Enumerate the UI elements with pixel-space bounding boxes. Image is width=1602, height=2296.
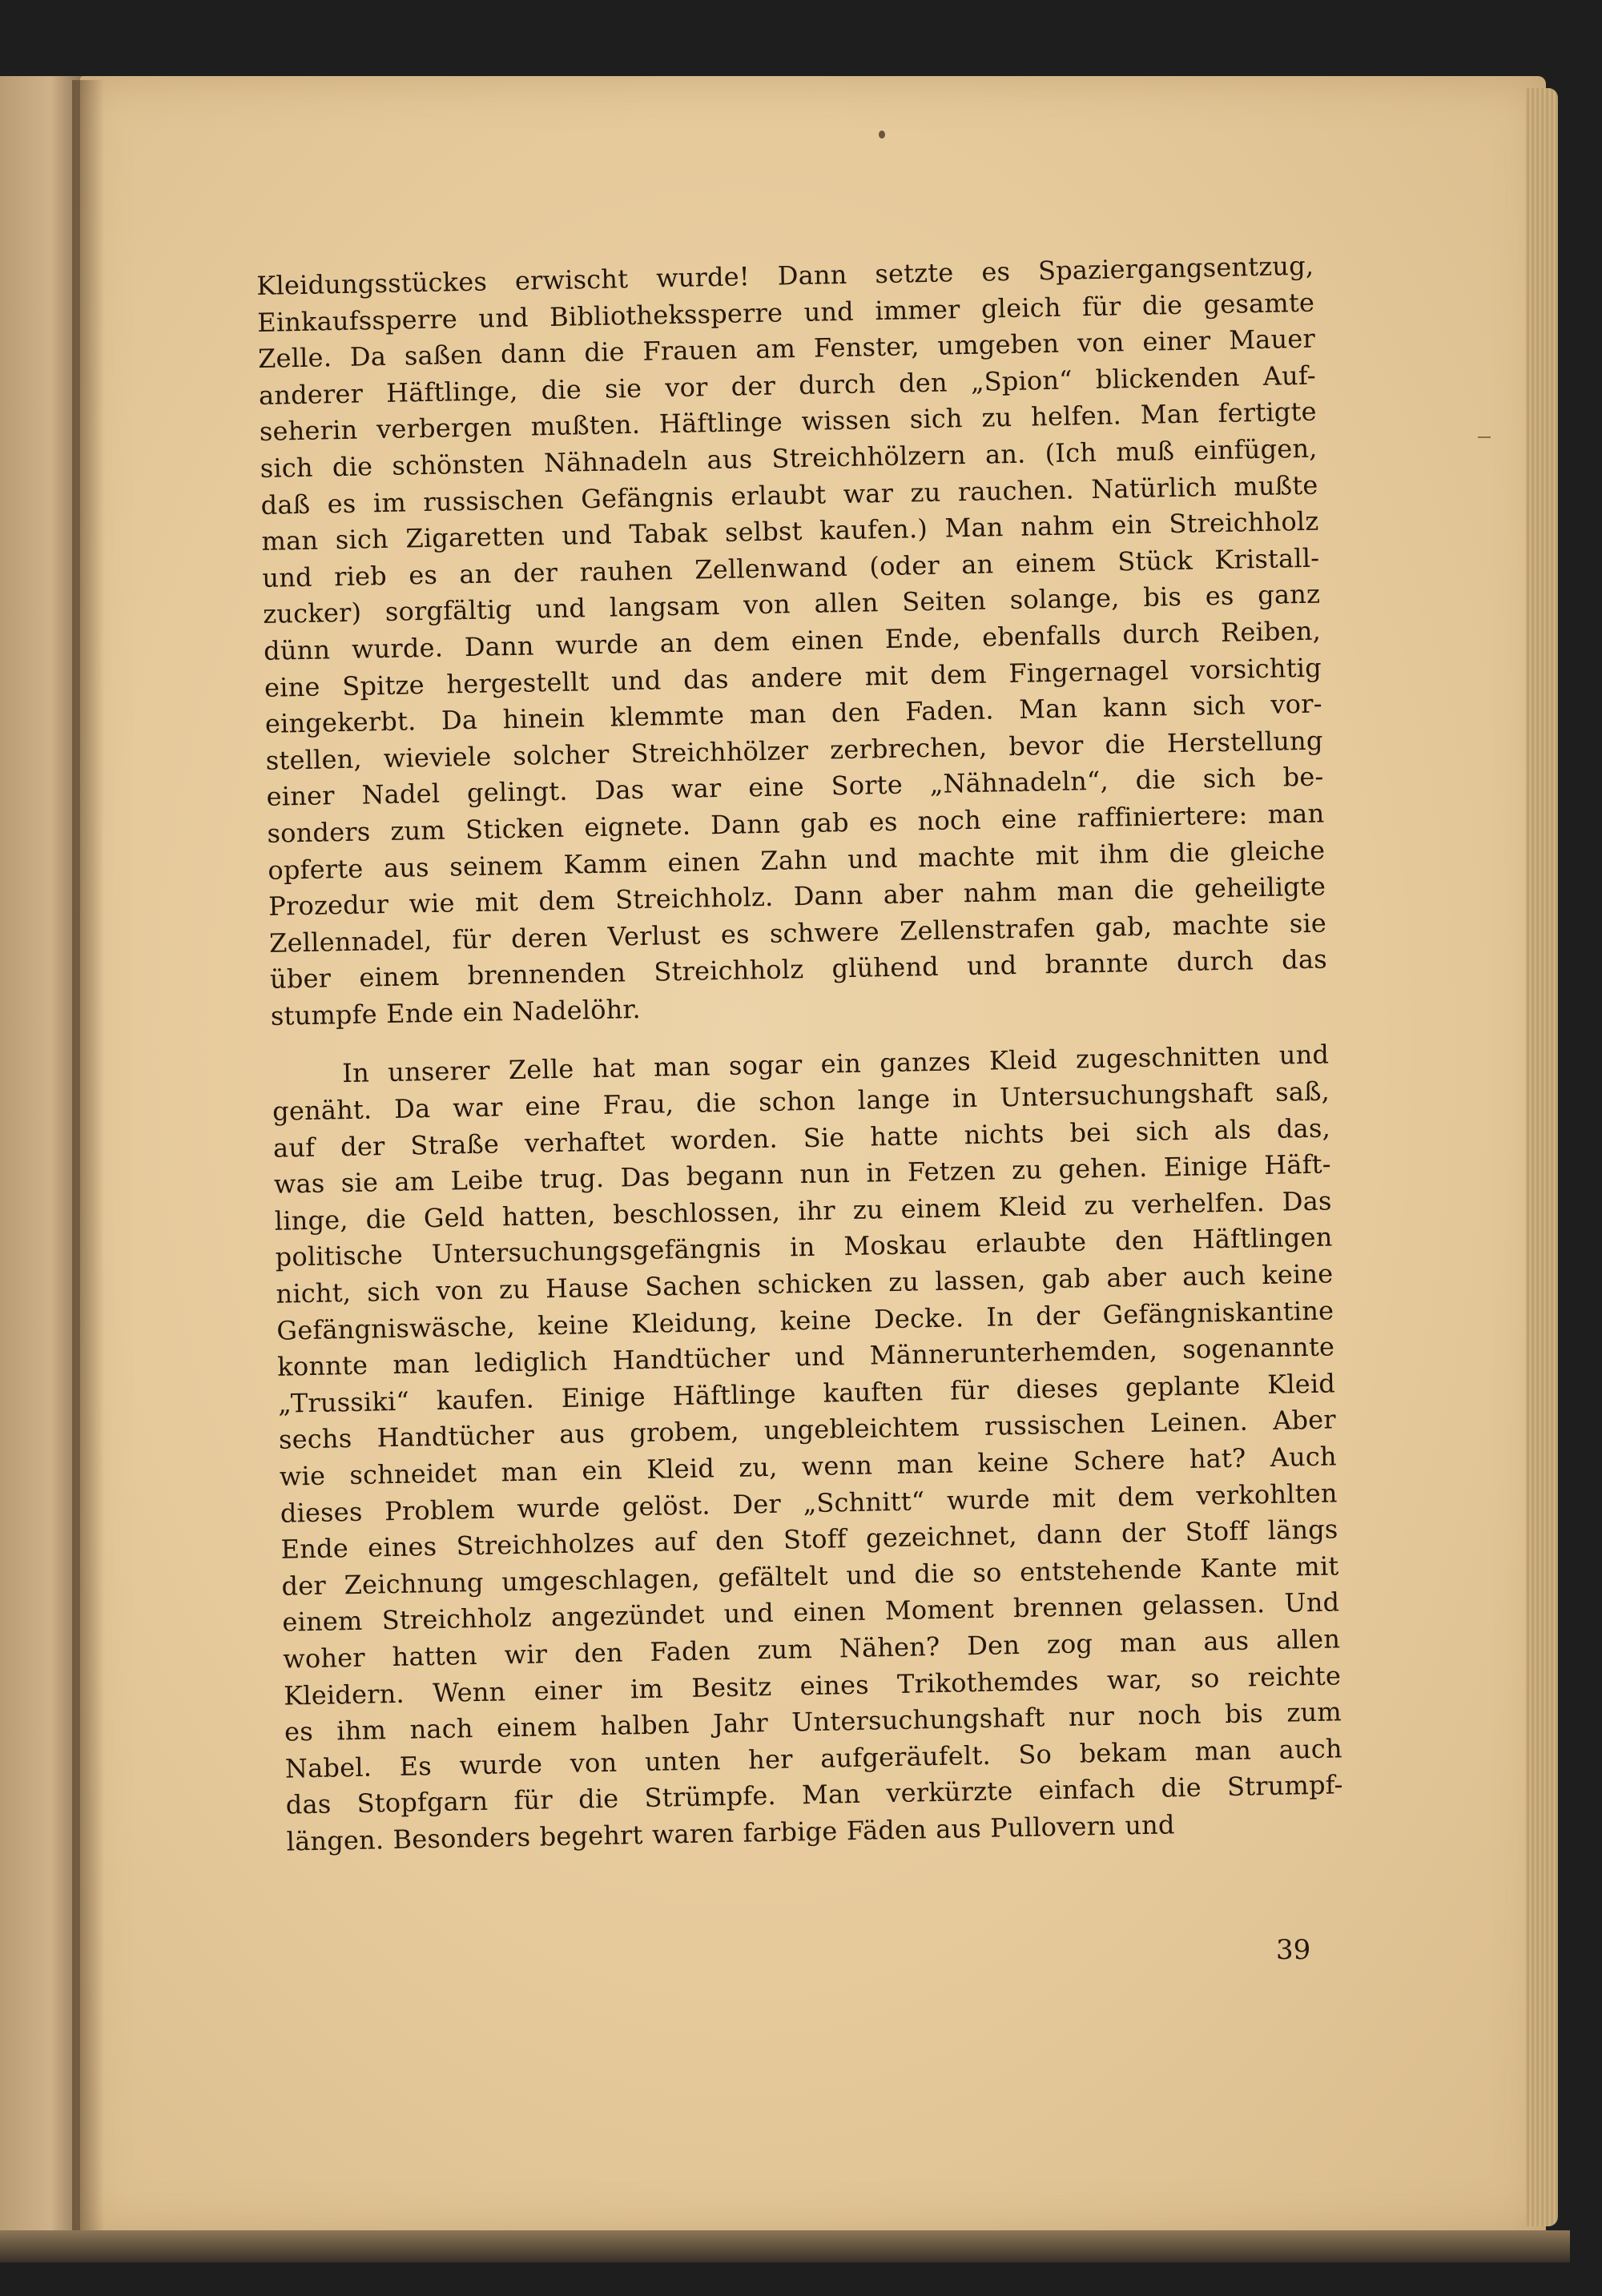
text-line: und rieb es an der rauhen Zellenwand (oder an einem Stück Kristall-	[262, 542, 1320, 593]
text-line: „Trussiki“ kaufen. Einige Häftlinge kauften für dieses geplante Kleid	[277, 1368, 1336, 1419]
text-line: Zellennadel, für deren Verlust es schwere Zellenstrafen gab, machte sie	[268, 907, 1327, 959]
text-line: Gefängniswäsche, keine Kleidung, keine Decke. In der Gefängniskantine	[276, 1295, 1334, 1346]
text-line: was sie am Leibe trug. Das begann nun in Fetzen zu gehen. Einige Häft-	[273, 1148, 1332, 1200]
book-binding	[0, 2230, 1570, 2262]
text-line: eine Spitze hergestellt und das andere mit dem Fingernagel vorsichtig	[264, 652, 1322, 703]
text-line: zucker) sorgfältig und langsam von allen Seiten solange, bis es ganz	[262, 578, 1321, 630]
text-line: sonders zum Sticken eignete. Dann gab es noch eine raffiniertere: man	[267, 798, 1325, 849]
paragraph	[272, 1037, 1344, 1860]
text-line: sich die schönsten Nähnadeln aus Streichhölzern an. (Ich muß einfügen,	[260, 432, 1318, 484]
text-line: In unserer Zelle hat man sogar ein ganzes Kleid zugeschnitten und	[341, 1039, 1330, 1089]
page-stack-edge	[1526, 88, 1558, 2226]
text-line: politische Untersuchungsgefängnis in Moskau erlaubte den Häftlingen	[275, 1221, 1333, 1273]
text-line: über einem brennenden Streichholz glühend und brannte durch das	[269, 943, 1328, 995]
text-line: man sich Zigaretten und Tabak selbst kaufen.) Man nahm ein Streichholz	[261, 505, 1319, 557]
text-line: woher hatten wir den Faden zum Nähen? Den zog man aus allen	[282, 1623, 1341, 1675]
text-line: dieses Problem wurde gelöst. Der „Schnitt“ wurde mit dem verkohlten	[280, 1477, 1338, 1529]
text-line: sechs Handtücher aus grobem, ungebleichtem russischen Leinen. Aber	[278, 1404, 1337, 1456]
text-line: Zelle. Da saßen dann die Frauen am Fenster, umgeben von einer Mauer	[257, 323, 1316, 375]
text-line: auf der Straße verhaftet worden. Sie hatte nichts bei sich als das,	[272, 1112, 1331, 1164]
text-line: linge, die Geld hatten, beschlossen, ihr zu einem Kleid zu verhelfen. Das	[274, 1185, 1332, 1236]
text-line: genäht. Da war eine Frau, die schon lange in Untersuchungshaft saß,	[272, 1076, 1330, 1127]
text-line: einer Nadel gelingt. Das war eine Sorte „Nähnadeln“, die sich be-	[266, 761, 1324, 813]
spine-shadow	[72, 80, 104, 2234]
pencil-mark	[879, 131, 885, 139]
text-line: der Zeichnung umgeschlagen, gefältelt und die so entstehende Kante mit	[281, 1550, 1339, 1602]
text-line: Prozedur wie mit dem Streichholz. Dann aber nahm man die geheiligte	[268, 871, 1326, 922]
text-line: nicht, sich von zu Hause Sachen schicken zu lassen, gab aber auch keine	[276, 1258, 1334, 1309]
page-number: 39	[1276, 1934, 1311, 1966]
text-line: einem Streichholz angezündet und einen Moment brennen gelassen. Und	[282, 1586, 1340, 1639]
text-line: anderer Häftlinge, die sie vor der durch den „Spion“ blickenden Auf-	[258, 360, 1317, 411]
text-line: es ihm nach einem halben Jahr Untersuchungshaft nur noch bis zum	[284, 1696, 1342, 1747]
text-line: Kleidungsstückes erwischt wurde! Dann setzte es Spaziergangsentzug,	[256, 250, 1314, 301]
text-line: dünn wurde. Dann wurde an dem einen Ende, ebenfalls durch Reiben,	[263, 615, 1322, 666]
text-line: Einkaufssperre und Bibliothekssperre und immer gleich für die gesamte	[256, 287, 1315, 338]
text-line: opferte aus seinem Kamm einen Zahn und machte mit ihm die gleiche	[268, 834, 1326, 886]
text-line: stellen, wieviele solcher Streichhölzer zerbrechen, bevor die Herstellung	[265, 725, 1323, 776]
text-line: wie schneidet man ein Kleid zu, wenn man keine Schere hat? Auch	[279, 1441, 1338, 1492]
text-line: Kleidern. Wenn einer im Besitz eines Trikothemdes war, so reichte	[283, 1659, 1342, 1711]
text-line: Nabel. Es wurde von unten her aufgeräufelt. So bekam man auch	[284, 1733, 1343, 1784]
text-line: konnte man lediglich Handtücher und Männerunterhemden, sogenannte	[276, 1331, 1335, 1382]
body-text	[256, 248, 1344, 1861]
margin-mark	[1478, 436, 1491, 438]
text-line: daß es im russischen Gefängnis erlaubt war zu rauchen. Natürlich mußte	[260, 469, 1318, 521]
text-line: seherin verbergen mußten. Häftlinge wissen sich zu helfen. Man fertigte	[259, 396, 1318, 448]
paragraph	[256, 248, 1328, 1035]
text-line: längen. Besonders begehrt waren farbige Fäden aus Pullovern und	[286, 1809, 1175, 1857]
text-line: stumpfe Ende ein Nadelöhr.	[270, 993, 642, 1031]
text-line: Ende eines Streichholzes auf den Stoff gezeichnet, dann der Stoff längs	[280, 1514, 1338, 1565]
text-line: eingekerbt. Da hinein klemmte man den Faden. Man kann sich vor-	[264, 688, 1323, 740]
text-line: das Stopfgarn für die Strümpfe. Man verkürzte einfach die Strumpf-	[285, 1769, 1343, 1820]
